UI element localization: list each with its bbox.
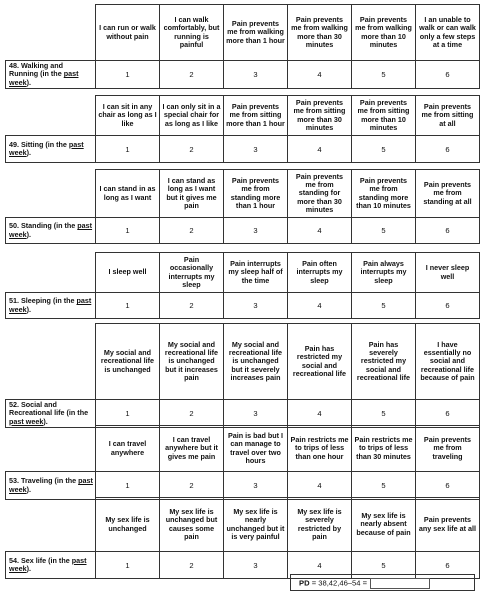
score-option[interactable]: 2 — [160, 293, 224, 319]
score-option[interactable]: 5 — [352, 293, 416, 319]
pd-expression: 38,42,46–54 — [318, 578, 361, 588]
score-option[interactable]: 5 — [352, 218, 416, 244]
score-option[interactable]: 5 — [352, 552, 416, 579]
score-option[interactable]: 1 — [96, 61, 160, 89]
score-option[interactable]: 1 — [96, 400, 160, 428]
corner-cell — [6, 96, 96, 136]
pd-result-field[interactable] — [370, 578, 430, 589]
score-option[interactable]: 4 — [288, 218, 352, 244]
question-53-table — [5, 425, 480, 500]
question-label — [6, 61, 96, 89]
option-header: Pain restricts me to trips of less than 30 minutes — [352, 426, 416, 472]
question-51-table — [5, 252, 480, 319]
score-option[interactable]: 4 — [288, 136, 352, 163]
option-header: I can run or walk without pain — [96, 5, 160, 61]
score-option[interactable]: 6 — [416, 400, 480, 428]
option-header: My social and recreational life is unchanged but it increases pain — [160, 324, 224, 400]
score-option[interactable]: 6 — [416, 472, 480, 500]
question-label-period: past week — [9, 69, 79, 87]
question-label — [6, 293, 96, 319]
pd-equals-result: = — [362, 578, 368, 588]
question-label-end: ). — [26, 304, 31, 314]
score-option[interactable]: 2 — [160, 136, 224, 163]
option-header: Pain prevents me from traveling — [416, 426, 480, 472]
question-label-text: 48. Walking and Running (in the — [9, 61, 64, 79]
option-header: I can travel anywhere — [96, 426, 160, 472]
option-header: I have essentially no social and recreational life because of pain — [416, 324, 480, 400]
option-header: Pain prevents me from sitting more than 30 minutes — [288, 96, 352, 136]
score-option[interactable]: 6 — [416, 136, 480, 163]
score-option[interactable]: 3 — [224, 472, 288, 500]
option-header: I can travel anywhere but it gives me pain — [160, 426, 224, 472]
score-option[interactable]: 3 — [224, 136, 288, 163]
question-label-period: past week — [9, 416, 44, 426]
option-header: Pain occasionally interrupts my sleep — [160, 253, 224, 293]
option-header: Pain restricts me to trips of less than one hour — [288, 426, 352, 472]
question-label-period: past week — [9, 139, 84, 157]
corner-cell — [6, 253, 96, 293]
option-header: Pain prevents me from sitting more than 1 hour — [224, 96, 288, 136]
option-header: My sex life is nearly unchanged but it is very painful — [224, 498, 288, 552]
pd-score-box — [290, 574, 475, 591]
score-option[interactable]: 3 — [224, 61, 288, 89]
score-option[interactable]: 5 — [352, 472, 416, 500]
corner-cell — [6, 5, 96, 61]
question-label-end: ). — [26, 148, 31, 157]
option-header: I can stand in as long as I want — [96, 170, 160, 218]
score-option[interactable]: 1 — [96, 293, 160, 319]
option-header: My sex life is unchanged but causes some pain — [160, 498, 224, 552]
question-label-end: ). — [26, 564, 31, 573]
score-option[interactable]: 2 — [160, 472, 224, 500]
score-option[interactable]: 6 — [416, 552, 480, 579]
option-header: My sex life is unchanged — [96, 498, 160, 552]
score-option[interactable]: 3 — [224, 293, 288, 319]
option-header: I can walk comfortably, but running is painful — [160, 5, 224, 61]
score-option[interactable]: 1 — [96, 472, 160, 500]
question-49-table — [5, 95, 480, 163]
option-header: Pain has restricted my social and recreational life — [288, 324, 352, 400]
option-header: I can stand as long as I want but it gives me pain — [160, 170, 224, 218]
option-header: Pain prevents me from sitting more than 10 minutes — [352, 96, 416, 136]
question-label-period: past week — [9, 221, 93, 239]
score-option[interactable]: 5 — [352, 400, 416, 428]
question-label-period: past week — [9, 555, 87, 573]
option-header: Pain prevents me from walking more than 1 hour — [224, 5, 288, 61]
question-label-text: 51. Sleeping (in the — [9, 296, 77, 306]
score-option[interactable]: 1 — [96, 136, 160, 163]
question-label-period: past week — [9, 476, 93, 494]
score-option[interactable]: 4 — [288, 400, 352, 428]
score-option[interactable]: 1 — [96, 552, 160, 579]
option-header: Pain often interrupts my sleep — [288, 253, 352, 293]
question-50-table — [5, 169, 480, 244]
score-option[interactable]: 6 — [416, 61, 480, 89]
score-option[interactable]: 2 — [160, 61, 224, 89]
question-52-table — [5, 323, 480, 428]
option-header: My social and recreational life is unchanged — [96, 324, 160, 400]
option-header: Pain prevents me from walking more than 30 minutes — [288, 5, 352, 61]
question-label-end: ). — [43, 416, 48, 426]
question-label-end: ). — [26, 77, 31, 87]
option-header: My social and recreational life is unchanged but it severely increases pain — [224, 324, 288, 400]
score-option[interactable]: 6 — [416, 218, 480, 244]
score-option[interactable]: 4 — [288, 552, 352, 579]
question-label-end: ). — [26, 484, 31, 494]
corner-cell — [6, 498, 96, 552]
question-label-text: 50. Standing (in the — [9, 221, 78, 231]
option-header: Pain always interrupts my sleep — [352, 253, 416, 293]
pd-equals: = — [311, 578, 317, 588]
score-option[interactable]: 3 — [224, 552, 288, 579]
option-header: I can sit in any chair as long as I like — [96, 96, 160, 136]
question-label — [6, 552, 96, 579]
score-option[interactable]: 5 — [352, 61, 416, 89]
option-header: Pain prevents me from standing more than 10 minutes — [352, 170, 416, 218]
option-header: Pain prevents me from standing more than 1 hour — [224, 170, 288, 218]
question-label-text: 54. Sex life (in the — [9, 555, 72, 565]
question-48-table — [5, 4, 480, 89]
pd-label: PD — [299, 578, 310, 588]
option-header: Pain interrupts my sleep half of the time — [224, 253, 288, 293]
score-option[interactable]: 4 — [288, 293, 352, 319]
corner-cell — [6, 426, 96, 472]
score-option[interactable]: 3 — [224, 400, 288, 428]
score-option[interactable]: 6 — [416, 293, 480, 319]
option-header: I sleep well — [96, 253, 160, 293]
option-header: Pain prevents me from sitting at all — [416, 96, 480, 136]
corner-cell — [6, 170, 96, 218]
option-header: Pain prevents me from walking more than 10 minutes — [352, 5, 416, 61]
option-header: Pain prevents me from standing at all — [416, 170, 480, 218]
question-label — [6, 218, 96, 244]
score-option[interactable]: 1 — [96, 218, 160, 244]
option-header: Pain is bad but I can manage to travel over two hours — [224, 426, 288, 472]
score-option[interactable]: 3 — [224, 218, 288, 244]
score-option[interactable]: 5 — [352, 136, 416, 163]
option-header: Pain prevents me from standing for more than 30 minutes — [288, 170, 352, 218]
score-option[interactable]: 2 — [160, 218, 224, 244]
question-label-text: 52. Social and Recreational life (in the — [9, 400, 89, 418]
option-header: Pain has severely restricted my social and recreational life — [352, 324, 416, 400]
option-header: My sex life is nearly absent because of pain — [352, 498, 416, 552]
option-header: I an unable to walk or can walk only a few steps at a time — [416, 5, 480, 61]
question-label — [6, 136, 96, 163]
question-label — [6, 400, 96, 428]
score-option[interactable]: 2 — [160, 552, 224, 579]
corner-cell — [6, 324, 96, 400]
option-header: I never sleep well — [416, 253, 480, 293]
question-label-text: 49. Sitting (in the — [9, 139, 69, 149]
question-label-text: 53. Traveling (in the — [9, 476, 79, 486]
score-option[interactable]: 4 — [288, 61, 352, 89]
score-option[interactable]: 2 — [160, 400, 224, 428]
question-label-end: ). — [26, 229, 31, 239]
option-header: Pain prevents any sex life at all — [416, 498, 480, 552]
question-54-table — [5, 497, 480, 579]
question-label — [6, 472, 96, 500]
score-option[interactable]: 4 — [288, 472, 352, 500]
question-label-period: past week — [9, 296, 92, 314]
option-header: I can only sit in a special chair for as long as I like — [160, 96, 224, 136]
option-header: My sex life is severely restricted by pain — [288, 498, 352, 552]
